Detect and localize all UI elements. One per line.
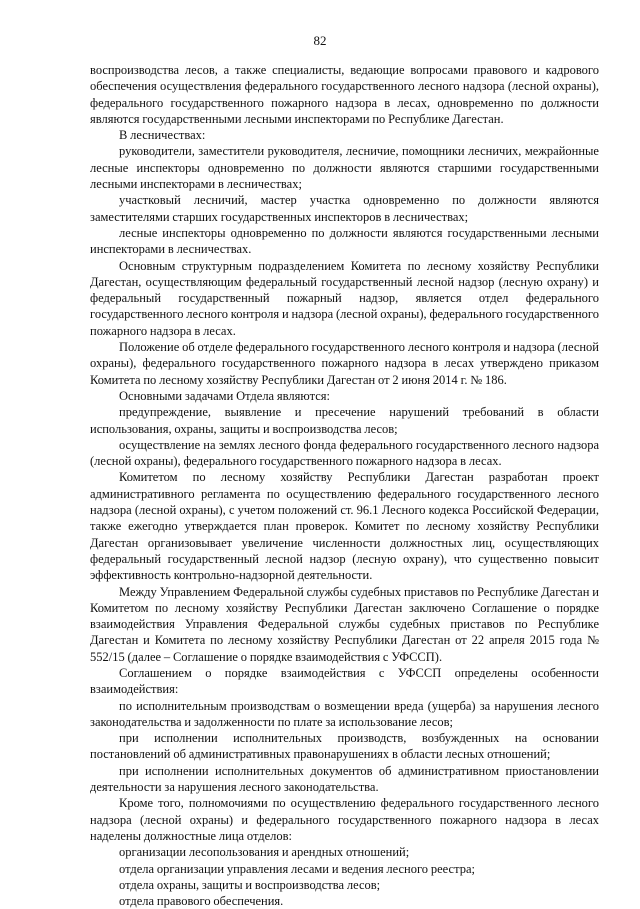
paragraph: отдела правового обеспечения. (119, 894, 284, 909)
paragraph: предупреждение, выявление и пресечение нарушений требований в области использования, охраны, защиты и воспроизводства лесов; (90, 405, 599, 436)
paragraph: при исполнении исполнительных производств, возбужденных на основании постановлений об административных правонарушениях в области лесных отношений; (90, 731, 599, 762)
paragraph: участковый лесничий, мастер участка одновременно по должности являются заместителями старших государственных инспекторов в лесничествах; (90, 193, 599, 224)
paragraph: руководители, заместители руководителя, лесничие, помощники лесничих, межрайонные лесные инспекторы одновременно по должности являются старшими государственными лесными инспекторами в лесничествах; (90, 144, 599, 192)
paragraph: по исполнительным производствам о возмещении вреда (ущерба) за нарушения лесного законодательства и задолженности по плате за использование лесов; (90, 698, 599, 729)
paragraph: Соглашением о порядке взаимодействия с УФССП определены особенности взаимодействия: (90, 665, 599, 697)
paragraph: В лесничествах: (119, 128, 206, 143)
paragraph: Основными задачами Отдела являются: (119, 388, 330, 403)
paragraph: Между Управлением Федеральной службы судебных приставов по Республике Дагестан и Комитетом по лесному хозяйству Республики Дагестан заключено Соглашение о порядке взаимодействия Управления Федеральной службы судебных приставов по Республике Дагестан и Комитета по лесному хозяйству Республики Дагестан от 22 апреля 2015 года № 552/15 (далее – Соглашение о порядке взаимодействия с УФССП). (90, 584, 599, 664)
paragraph: Комитетом по лесному хозяйству Республики Дагестан разработан проект административного регламента по осуществлению федерального государственного лесного надзора (лесной охраны), с учетом положений ст. 96.1 Лесного кодекса Российской Федерации, также ежегодно утверждается план проверок. Комитет по лесному хозяйству Республики Дагестан организовывает увеличение численности должностных лиц, осуществляющих федеральный государственный лесной надзор (лесную охрану), что существенно повысит эффективность контрольно-надзорной деятельности. (90, 470, 599, 583)
paragraph: отдела охраны, защиты и воспроизводства лесов; (119, 877, 381, 892)
page-number: 82 (313, 33, 327, 48)
paragraph: организации лесопользования и арендных отношений; (119, 845, 410, 860)
paragraph: лесные инспекторы одновременно по должности являются государственными лесными инспекторами в лесничествах. (90, 225, 599, 257)
paragraph: отдела организации управления лесами и ведения лесного реестра; (119, 861, 475, 876)
paragraph: Основным структурным подразделением Комитета по лесному хозяйству Республики Дагестан, осуществляющим федеральный государственный лесной надзор (лесную охрану) и федеральный государственный пожарный надзор, является отдел федерального государственного лесного контроля и надзора (лесной охраны), федерального государственного пожарного надзора в лесах. (90, 258, 599, 338)
paragraph: Положение об отделе федерального государственного лесного контроля и надзора (лесной охраны), федерального государственного пожарного надзора в лесах утверждено приказом Комитета по лесному хозяйству Республики Дагестан от 2 июня 2014 г. № 186. (90, 340, 599, 387)
paragraph: воспроизводства лесов, а также специалисты, ведающие вопросами правового и кадрового обеспечения осуществления федерального государственного лесного надзора (лесной охраны), федерального государственного пожарного надзора в лесах, одновременно по должности являются государственными лесными инспекторами по Республике Дагестан. (90, 63, 599, 126)
paragraph: Кроме того, полномочиями по осуществлению федерального государственного лесного надзора (лесной охраны) и федерального государственного пожарного надзора в лесах наделены должностные лица отделов: (90, 796, 599, 843)
body-text (90, 62, 599, 909)
paragraph: осуществление на землях лесного фонда федерального государственного лесного надзора (лесной охраны), федерального государственного пожарного надзора в лесах. (90, 437, 599, 469)
paragraph: при исполнении исполнительных документов об административном приостановлении деятельности за нарушения лесного законодательства. (90, 763, 599, 795)
